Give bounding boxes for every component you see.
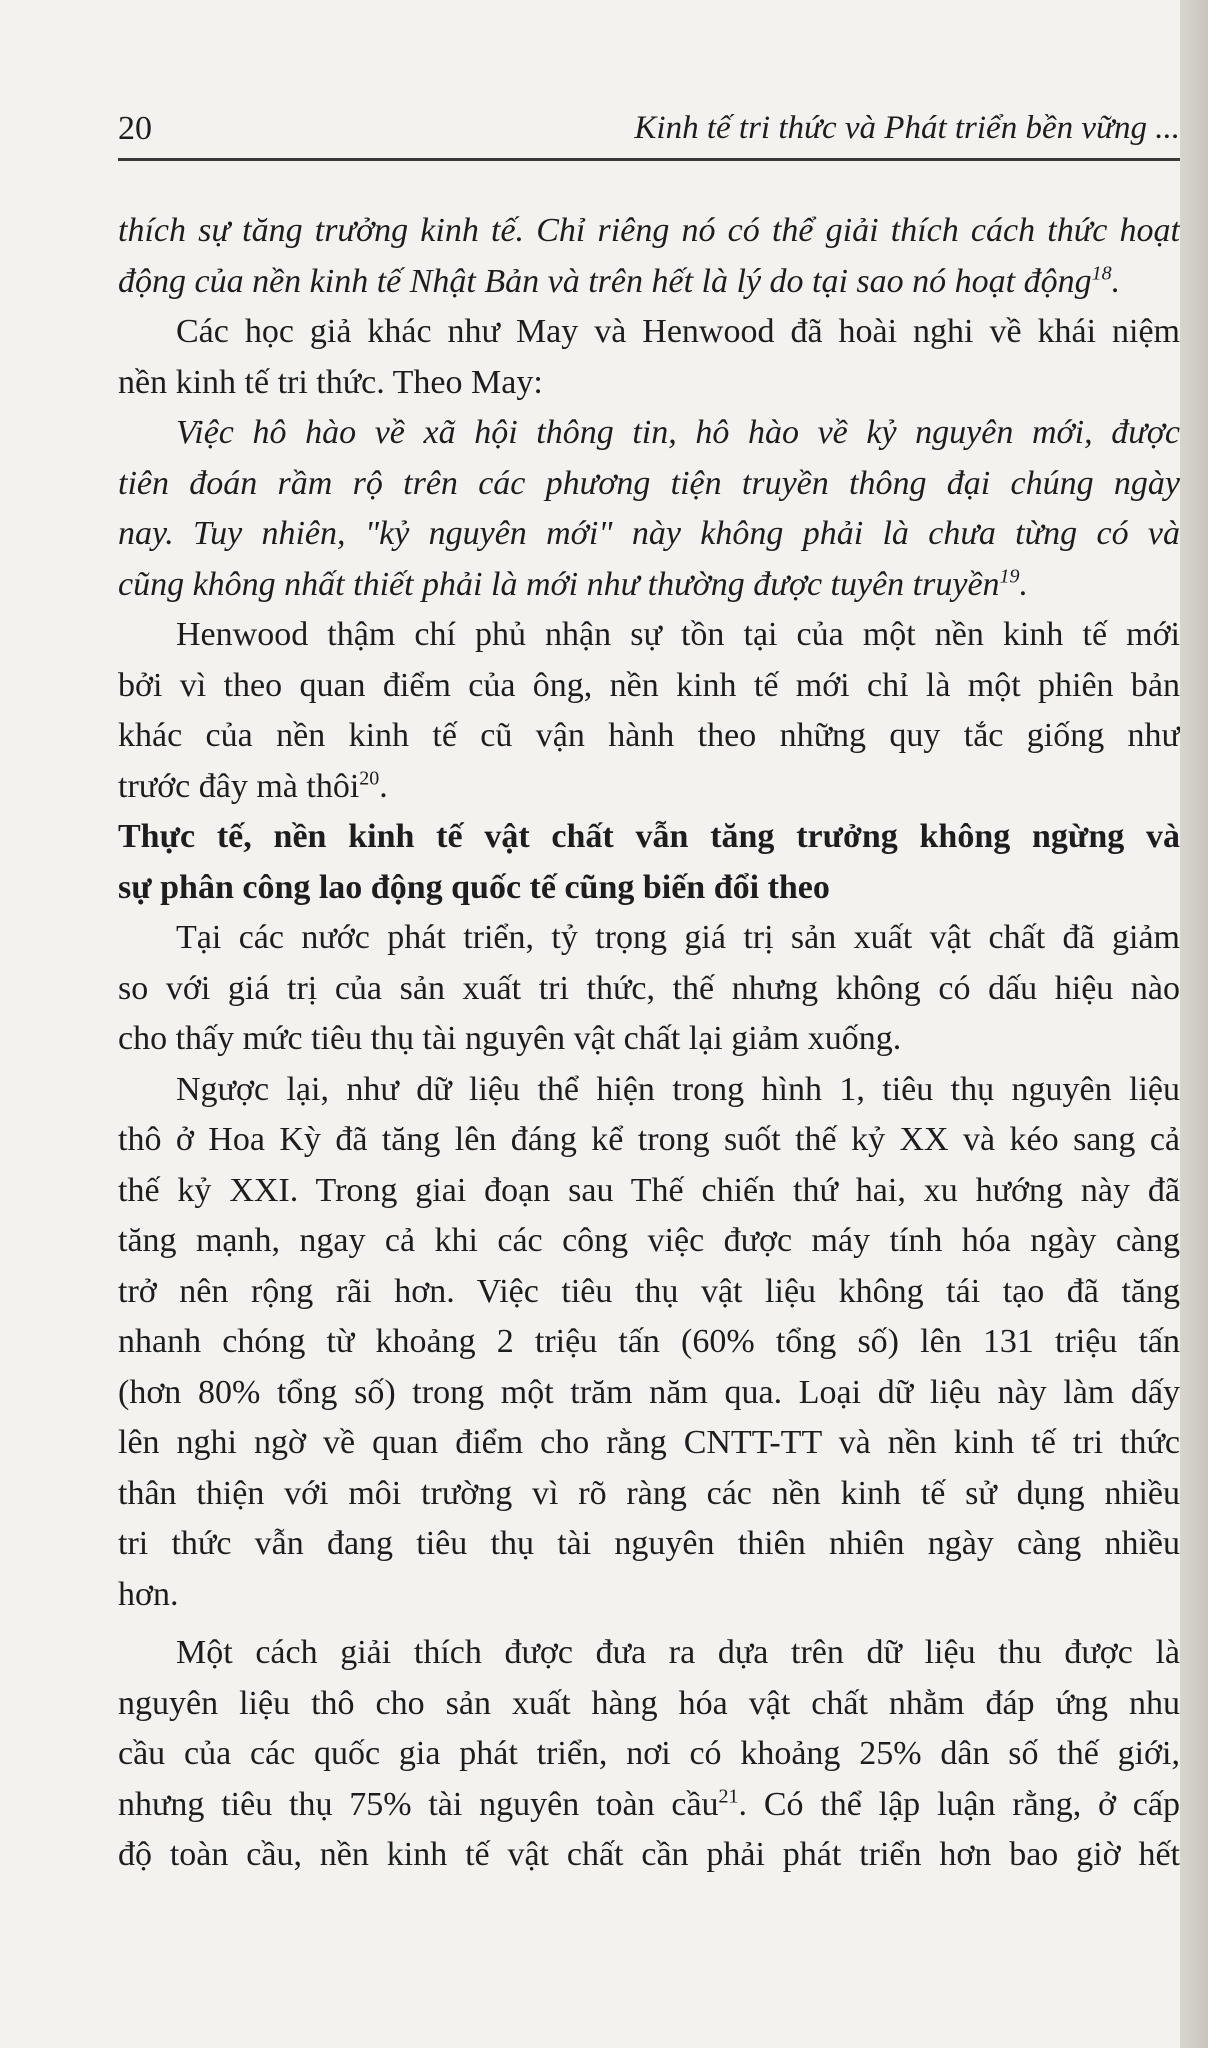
text-line: hơn.: [118, 1575, 179, 1613]
heading-line: sự phân công lao động quốc tế cũng biến đổi theo: [118, 868, 830, 906]
text-line: Henwood thậm chí phủ nhận sự tồn tại của một nền kinh tế mới: [176, 616, 1180, 653]
text-line: thân thiện với môi trường vì rõ ràng các nền kinh tế sử dụng nhiều: [118, 1474, 1180, 1512]
section-heading: [118, 812, 1180, 913]
text-line: tăng mạnh, ngay cả khi các công việc được máy tính hóa ngày càng: [118, 1222, 1180, 1259]
paragraph: [118, 1628, 1180, 1881]
text-line: động của nền kinh tế Nhật Bản và trên hết là lý do tại sao nó hoạt động$^{18}$.: [118, 262, 1121, 300]
text-line: nguyên liệu thô cho sản xuất hàng hóa vật chất nhằm đáp ứng nhu: [118, 1684, 1180, 1722]
heading-line: Thực tế, nền kinh tế vật chất vẫn tăng trưởng không ngừng và: [118, 818, 1180, 855]
footnote-marker: 18: [1091, 262, 1112, 285]
paragraph: [118, 913, 1180, 1065]
running-title: Kinh tế tri thức và Phát triển bền vững ...: [634, 110, 1180, 146]
text-line: cho thấy mức tiêu thụ tài nguyên vật chất lại giảm xuống.: [118, 1020, 902, 1057]
text-line: Tại các nước phát triển, tỷ trọng giá trị sản xuất vật chất đã giảm: [176, 919, 1180, 956]
block-quote: [118, 408, 1180, 610]
text-line: nhưng tiêu thụ 75% tài nguyên toàn cầu$^{21}$. Có thể lập luận rằng, ở cấp: [118, 1785, 1180, 1823]
footnote-marker: 21: [718, 1785, 739, 1808]
text-line: nhanh chóng từ khoảng 2 triệu tấn (60% tổng số) lên 131 triệu tấn: [118, 1323, 1180, 1360]
text-line: thế kỷ XXI. Trong giai đoạn sau Thế chiến thứ hai, xu hướng này đã: [118, 1171, 1180, 1209]
text-line: khác của nền kinh tế cũ vận hành theo những quy tắc giống như: [118, 717, 1180, 754]
page-header: [118, 98, 1180, 161]
text-line: so với giá trị của sản xuất tri thức, thế nhưng không có dấu hiệu nào: [118, 969, 1180, 1007]
page-edge-shadow: [1180, 0, 1208, 2048]
text-line: thô ở Hoa Kỳ đã tăng lên đáng kể trong suốt thế kỷ XX và kéo sang cả: [118, 1121, 1180, 1158]
text-line: bởi vì theo quan điểm của ông, nền kinh tế mới chỉ là một phiên bản: [118, 666, 1180, 704]
footnote-marker: 20: [359, 767, 380, 790]
page-body: [118, 206, 1180, 1881]
text-line: Ngược lại, như dữ liệu thể hiện trong hình 1, tiêu thụ nguyên liệu: [176, 1070, 1180, 1108]
text-line: trước đây mà thôi$^{20}$.: [118, 767, 388, 805]
text-line: trở nên rộng rãi hơn. Việc tiêu thụ vật liệu không tái tạo đã tăng: [118, 1272, 1180, 1310]
text-line: cũng không nhất thiết phải là mới như thường được tuyên truyền$^{19}$.: [118, 565, 1029, 603]
text-line: nay. Tuy nhiên, "kỷ nguyên mới" này không phải là chưa từng có và: [118, 515, 1180, 552]
text-line: thích sự tăng trưởng kinh tế. Chỉ riêng nó có thể giải thích cách thức hoạt: [118, 212, 1180, 249]
text-line: nền kinh tế tri thức. Theo May:: [118, 363, 543, 401]
paragraph: [118, 1065, 1180, 1621]
text-line: cầu của các quốc gia phát triển, nơi có khoảng 25% dân số thế giới,: [118, 1735, 1180, 1772]
paragraph-continuation: [118, 206, 1180, 307]
text-line: tri thức vẫn đang tiêu thụ tài nguyên thiên nhiên ngày càng nhiều: [118, 1525, 1180, 1562]
text-line: Việc hô hào về xã hội thông tin, hô hào về kỷ nguyên mới, được: [176, 414, 1180, 451]
text-line: (hơn 80% tổng số) trong một trăm năm qua. Loại dữ liệu này làm dấy: [118, 1373, 1180, 1411]
paragraph: [118, 307, 1180, 408]
paragraph: [118, 610, 1180, 812]
text-line: Các học giả khác như May và Henwood đã hoài nghi về khái niệm: [176, 313, 1180, 350]
text-line: độ toàn cầu, nền kinh tế vật chất cần phải phát triển hơn bao giờ hết: [118, 1836, 1180, 1873]
footnote-marker: 19: [999, 565, 1020, 588]
text-line: Một cách giải thích được đưa ra dựa trên dữ liệu thu được là: [176, 1634, 1180, 1671]
text-line: tiên đoán rầm rộ trên các phương tiện truyền thông đại chúng ngày: [118, 464, 1180, 502]
page-number: 20: [118, 110, 152, 147]
text-line: lên nghi ngờ về quan điểm cho rằng CNTT-TT và nền kinh tế tri thức: [118, 1424, 1180, 1461]
